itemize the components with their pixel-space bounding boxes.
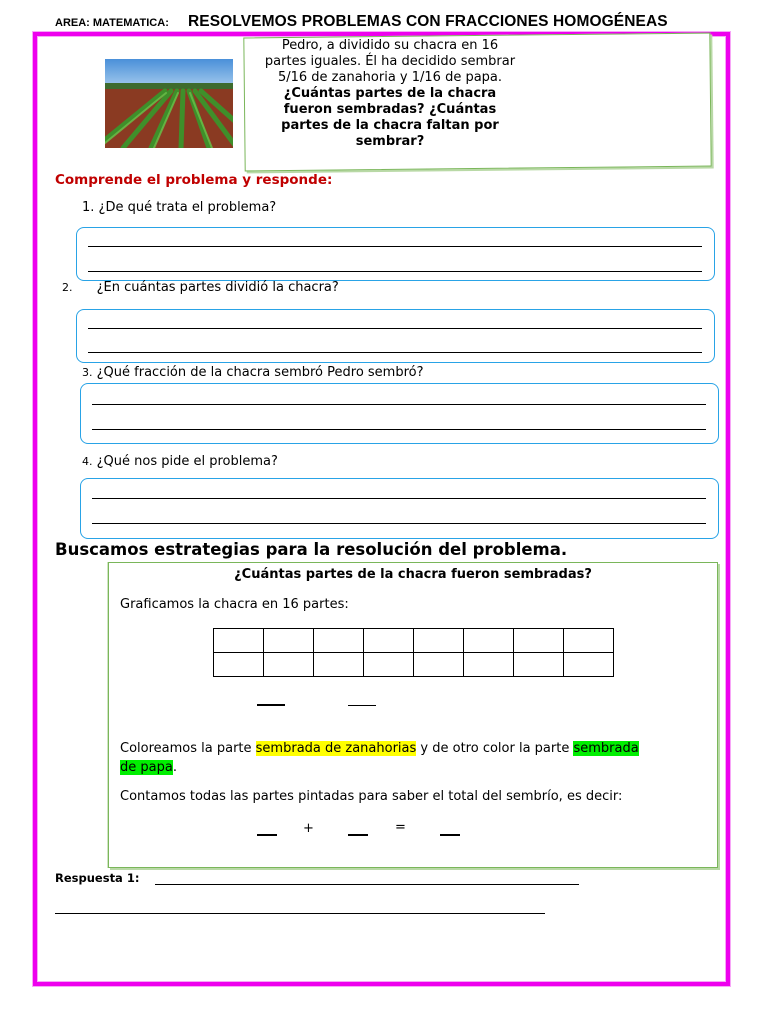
answer-line <box>92 429 706 430</box>
subject-label: AREA: MATEMATICA: <box>55 17 169 29</box>
comprende-heading: Comprende el problema y responde: <box>55 172 333 188</box>
problem-text: Pedro, a dividido su chacra en 16 partes iguales. Él ha decidido sembrar 5/16 de zanahoria y 1/16 de papa. <box>264 38 516 85</box>
highlight-sembrada: sembrada <box>573 741 639 756</box>
grid-cell[interactable] <box>264 653 314 677</box>
contamos-text: Contamos todas las partes pintadas para saber el total del sembrío, es decir: <box>120 789 623 804</box>
question-1 <box>82 200 276 215</box>
grid-cell[interactable] <box>564 653 614 677</box>
fraction-blank <box>257 834 277 836</box>
question-text: ¿Qué nos pide el problema? <box>96 454 278 469</box>
answer-line <box>88 246 702 247</box>
fraction-blank <box>440 834 460 836</box>
grid-cell[interactable] <box>214 653 264 677</box>
grid-cell[interactable] <box>464 629 514 653</box>
answer-line <box>92 404 706 405</box>
question-text: ¿En cuántas partes dividió la chacra? <box>96 280 339 295</box>
grid-cell[interactable] <box>564 629 614 653</box>
answer-box-2[interactable] <box>76 309 715 363</box>
colorea-pre: Coloreamos la parte <box>120 741 256 756</box>
page-title: RESOLVEMOS PROBLEMAS CON FRACCIONES HOMOGÉNEAS <box>188 13 668 30</box>
highlight-papa: de papa <box>120 760 173 775</box>
question-text: ¿De qué trata el problema? <box>98 200 277 215</box>
field-photo <box>105 59 233 148</box>
equals-sign: = <box>395 820 406 835</box>
answer-box-4[interactable] <box>80 478 719 539</box>
respuesta-label: Respuesta 1: <box>55 871 140 885</box>
colorea-end: . <box>172 760 177 775</box>
strategy-question: ¿Cuántas partes de la chacra fueron sembradas? <box>234 567 592 582</box>
highlight-zanahorias: sembrada de zanahorias <box>255 741 417 756</box>
question-4 <box>82 454 278 469</box>
question-3 <box>82 365 424 380</box>
respuesta-line[interactable] <box>155 884 579 885</box>
answer-line <box>92 523 706 524</box>
problem-question: ¿Cuántas partes de la chacra fueron sembradas? ¿Cuántas partes de la chacra faltan por sembrar? <box>281 86 499 149</box>
grid-cell[interactable] <box>264 629 314 653</box>
answer-box-3[interactable] <box>80 383 719 444</box>
fraction-blank <box>257 704 285 706</box>
answer-line <box>88 352 702 353</box>
colorea-mid: y de otro color la parte <box>416 741 574 756</box>
grid-cell[interactable] <box>314 629 364 653</box>
question-number: 4. <box>82 455 93 468</box>
grid-cell[interactable] <box>364 629 414 653</box>
fraction-blank <box>348 834 368 836</box>
respuesta-line[interactable] <box>55 913 545 914</box>
question-number: 2. <box>62 281 73 294</box>
question-text: ¿Qué fracción de la chacra sembró Pedro sembró? <box>96 365 424 380</box>
answer-line <box>88 328 702 329</box>
answer-line <box>92 498 706 499</box>
answer-line <box>88 271 702 272</box>
question-number: 1. <box>82 200 95 215</box>
grid-cell[interactable] <box>364 653 414 677</box>
grid-cell[interactable] <box>464 653 514 677</box>
grid-row <box>214 653 614 677</box>
grid-row <box>214 629 614 653</box>
answer-box-1[interactable] <box>76 227 715 281</box>
grid-cell[interactable] <box>214 629 264 653</box>
grid-cell[interactable] <box>514 653 564 677</box>
grid-cell[interactable] <box>414 629 464 653</box>
fraction-blank <box>348 705 376 706</box>
question-number: 3. <box>82 366 93 379</box>
grid-cell[interactable] <box>314 653 364 677</box>
graficamos-text: Graficamos la chacra en 16 partes: <box>120 597 349 612</box>
plus-sign: + <box>303 821 314 836</box>
grid-cell[interactable] <box>514 629 564 653</box>
chacra-grid[interactable] <box>213 628 614 677</box>
grid-cell[interactable] <box>414 653 464 677</box>
problem-statement <box>262 38 518 150</box>
estrategias-heading: Buscamos estrategias para la resolución del problema. <box>55 540 568 559</box>
question-2 <box>62 280 339 295</box>
coloreamos-text <box>120 739 700 777</box>
